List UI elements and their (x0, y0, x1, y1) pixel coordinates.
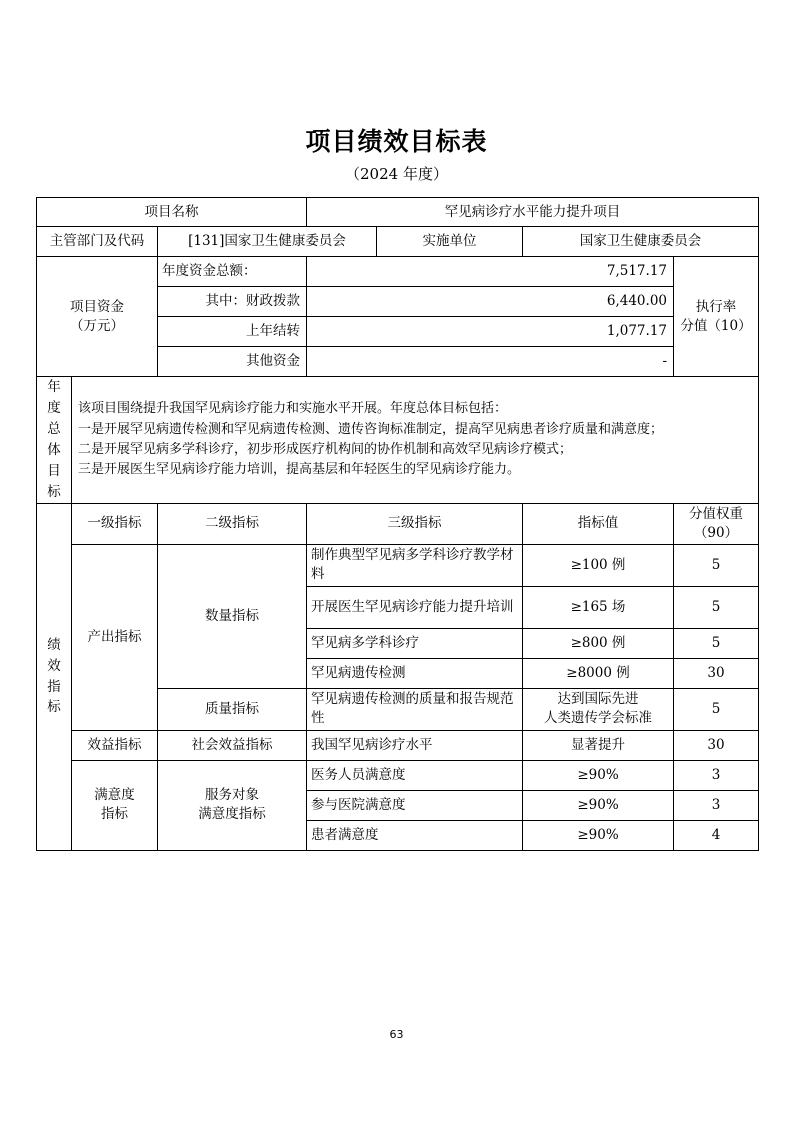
weight-cell: 5 (674, 586, 759, 628)
value-cell: ≥165 场 (523, 586, 674, 628)
quantity-indicator-label: 数量指标 (158, 544, 307, 688)
page-number: 63 (389, 1028, 404, 1041)
funds-label: 项目资金 （万元） (37, 257, 158, 377)
weight-cell: 3 (674, 760, 759, 790)
header-level2: 二级指标 (158, 503, 307, 544)
table-row (37, 730, 759, 760)
level3-cell: 制作典型罕见病多学科诊疗教学材料 (307, 544, 523, 586)
page-subtitle: （2024 年度） (345, 165, 448, 183)
page-title: 项目绩效目标表 (305, 127, 488, 156)
social-benefit-label: 社会效益指标 (158, 730, 307, 760)
funds-carryover-value: 1,077.17 (307, 317, 674, 347)
level3-cell: 我国罕见病诊疗水平 (307, 730, 523, 760)
weight-cell: 5 (674, 544, 759, 586)
value-cell: ≥90% (523, 760, 674, 790)
department-value: [131]国家卫生健康委员会 (158, 227, 377, 257)
funds-carryover-label: 上年结转 (158, 317, 307, 347)
project-name-label: 项目名称 (37, 198, 307, 227)
output-indicator-label: 产出指标 (72, 544, 158, 730)
service-satisfaction-label: 服务对象 满意度指标 (158, 760, 307, 850)
header-level3: 三级指标 (307, 503, 523, 544)
level3-cell: 罕见病遗传检测的质量和报告规范性 (307, 688, 523, 730)
header-level1: 一级指标 (72, 503, 158, 544)
goal-row (37, 377, 759, 504)
goal-label: 年 度 总 体 目 标 (37, 377, 72, 504)
funds-total-value: 7,517.17 (307, 257, 674, 287)
value-cell: ≥90% (523, 790, 674, 820)
department-row (37, 227, 759, 257)
implementer-value: 国家卫生健康委员会 (523, 227, 759, 257)
funds-fiscal-value: 6,440.00 (307, 287, 674, 317)
project-name-value: 罕见病诊疗水平能力提升项目 (307, 198, 759, 227)
level3-cell: 开展医生罕见病诊疗能力提升培训 (307, 586, 523, 628)
header-value: 指标值 (523, 503, 674, 544)
satisfaction-indicator-label: 满意度 指标 (72, 760, 158, 850)
weight-cell: 30 (674, 658, 759, 688)
indicators-section-label: 绩 效 指 标 (37, 503, 72, 850)
performance-table (36, 197, 759, 851)
goal-line: 该项目围绕提升我国罕见病诊疗能力和实施水平开展。年度总体目标包括： (78, 401, 508, 417)
level3-cell: 罕见病遗传检测 (307, 658, 523, 688)
project-name-row (37, 198, 759, 227)
level3-cell: 罕见病多学科诊疗 (307, 628, 523, 658)
level3-cell: 参与医院满意度 (307, 790, 523, 820)
indicator-header-row (37, 503, 759, 544)
benefit-indicator-label: 效益指标 (72, 730, 158, 760)
funds-total-row (37, 257, 759, 287)
value-cell: 达到国际先进 人类遗传学会标准 (523, 688, 674, 730)
level3-cell: 医务人员满意度 (307, 760, 523, 790)
exec-rate-label: 执行率 分值（10） (674, 257, 759, 377)
funds-total-label: 年度资金总额： (158, 257, 307, 287)
weight-cell: 5 (674, 628, 759, 658)
weight-cell: 30 (674, 730, 759, 760)
goal-line: 三是开展医生罕见病诊疗能力培训，提高基层和年轻医生的罕见病诊疗能力。 (78, 461, 521, 477)
value-cell: ≥800 例 (523, 628, 674, 658)
value-cell: ≥90% (523, 820, 674, 850)
funds-fiscal-label: 其中：财政拨款 (158, 287, 307, 317)
value-cell: ≥8000 例 (523, 658, 674, 688)
funds-other-value: - (307, 347, 674, 377)
table-row (37, 760, 759, 790)
level3-cell: 患者满意度 (307, 820, 523, 850)
value-cell: 显著提升 (523, 730, 674, 760)
quality-indicator-label: 质量指标 (158, 688, 307, 730)
implementer-label: 实施单位 (377, 227, 523, 257)
goal-line: 二是开展罕见病多学科诊疗，初步形成医疗机构间的协作机制和高效罕见病诊疗模式； (78, 441, 573, 457)
goal-line: 一是开展罕见病遗传检测和罕见病遗传检测、遗传咨询标准制定，提高罕见病患者诊疗质量和满意度； (78, 421, 664, 437)
weight-cell: 3 (674, 790, 759, 820)
weight-cell: 4 (674, 820, 759, 850)
goal-content (72, 377, 759, 504)
department-label: 主管部门及代码 (37, 227, 158, 257)
table-row (37, 544, 759, 586)
funds-other-label: 其他资金 (158, 347, 307, 377)
weight-cell: 5 (674, 688, 759, 730)
value-cell: ≥100 例 (523, 544, 674, 586)
header-weight: 分值权重 （90） (674, 503, 759, 544)
